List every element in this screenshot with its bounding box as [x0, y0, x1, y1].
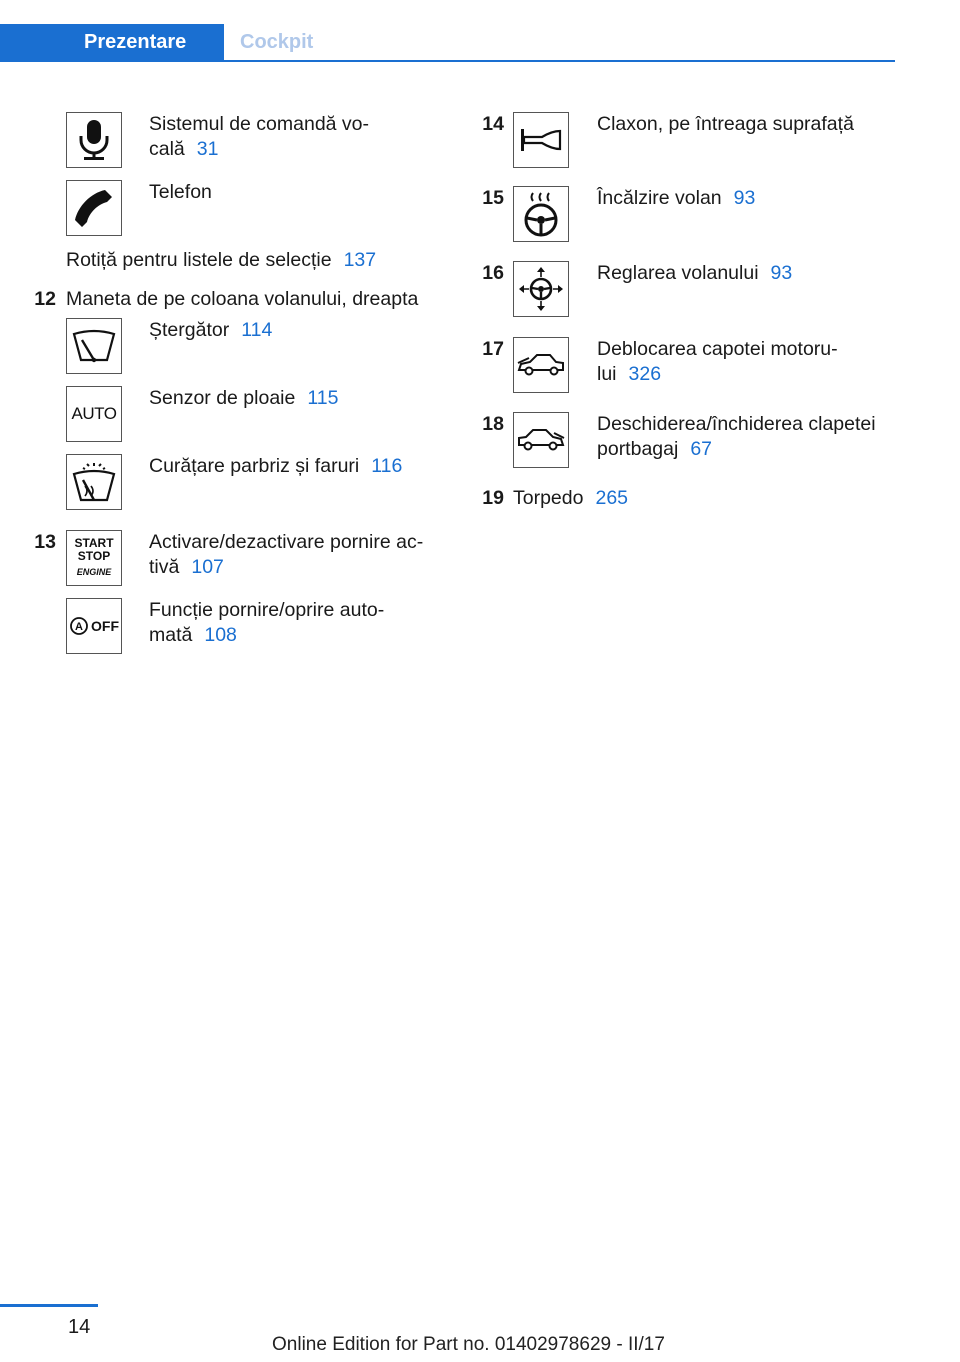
- item-number: 15: [482, 187, 504, 209]
- telephone-handset-icon: [66, 180, 122, 236]
- voice-control-text: Sistemul de comandă vo- cală 31: [149, 113, 370, 160]
- wiper-text: Ștergător 114: [149, 319, 273, 341]
- page-ref[interactable]: 115: [307, 387, 339, 409]
- car-trunk-icon: [513, 412, 569, 468]
- car-hood-icon: [513, 337, 569, 393]
- tab-prezentare[interactable]: Prezentare: [0, 24, 224, 60]
- stop-label: STOP: [77, 549, 111, 563]
- page-ref[interactable]: 67: [690, 437, 713, 460]
- item-12-text: Maneta de pe coloana volanului, dreapta: [66, 288, 419, 310]
- start-stop-engine-icon: [66, 530, 122, 586]
- rain-sensor-text: Senzor de ploaie 115: [149, 387, 339, 409]
- page-ref[interactable]: 93: [770, 262, 793, 284]
- page-ref[interactable]: 137: [343, 249, 377, 271]
- page-ref[interactable]: 326: [628, 362, 662, 385]
- hood-release-text: Deblocarea capotei motoru- lui 326: [597, 338, 838, 385]
- auto-rain-sensor-icon: [66, 386, 122, 442]
- page-ref[interactable]: 93: [733, 187, 756, 209]
- item-number: 14: [482, 113, 504, 135]
- item-13-text: Activare/dezactivare pornire ac- tivă 107: [149, 531, 424, 578]
- item-number: 16: [482, 262, 504, 284]
- horn-icon: [513, 112, 569, 168]
- item-number: 13: [34, 531, 56, 553]
- steering-adjust-icon: [513, 261, 569, 317]
- tab-bar: [0, 24, 895, 62]
- horn-text: Claxon, pe întreaga suprafață: [597, 113, 854, 135]
- phone-text: Telefon: [149, 181, 212, 203]
- off-label: OFF: [91, 618, 119, 634]
- auto-start-stop-text: Funcție pornire/oprire auto- mată 108: [149, 599, 385, 646]
- trunk-text: Deschiderea/închiderea clapetei portbagaj 67: [597, 413, 876, 460]
- page-ref[interactable]: 107: [191, 555, 224, 578]
- steering-adjust-text: Reglarea volanului 93: [597, 262, 793, 284]
- wiper-icon: [66, 318, 122, 374]
- glovebox-text: Torpedo 265: [513, 487, 629, 509]
- page-ref[interactable]: 108: [204, 623, 237, 646]
- auto-label: AUTO: [71, 404, 117, 423]
- washer-icon: [66, 454, 122, 510]
- page-ref[interactable]: 116: [371, 455, 403, 477]
- page-ref[interactable]: 114: [241, 319, 273, 341]
- selection-wheel-text: Rotiță pentru listele de selecție 137: [66, 249, 377, 271]
- edition-text: Online Edition for Part no. 01402978629 - II/17: [272, 1334, 665, 1355]
- page-ref[interactable]: 31: [196, 137, 219, 160]
- heated-steering-wheel-icon: [513, 186, 569, 242]
- heated-steering-text: Încălzire volan 93: [597, 187, 756, 209]
- item-number: 12: [34, 288, 56, 310]
- item-number: 18: [482, 413, 504, 435]
- tab-cockpit[interactable]: Cockpit: [240, 31, 314, 53]
- item-number: 17: [482, 338, 504, 360]
- item-number: 19: [482, 487, 504, 509]
- washer-text: Curățare parbriz și faruri 116: [149, 455, 403, 477]
- auto-start-stop-off-icon: [66, 598, 122, 654]
- svg-text:A: A: [75, 621, 83, 633]
- page-ref[interactable]: 265: [595, 487, 629, 509]
- page-number: 14: [68, 1316, 91, 1338]
- engine-label: ENGINE: [76, 567, 112, 577]
- start-label: START: [74, 536, 114, 550]
- footer-divider: [0, 1304, 98, 1307]
- microphone-icon: [66, 112, 122, 168]
